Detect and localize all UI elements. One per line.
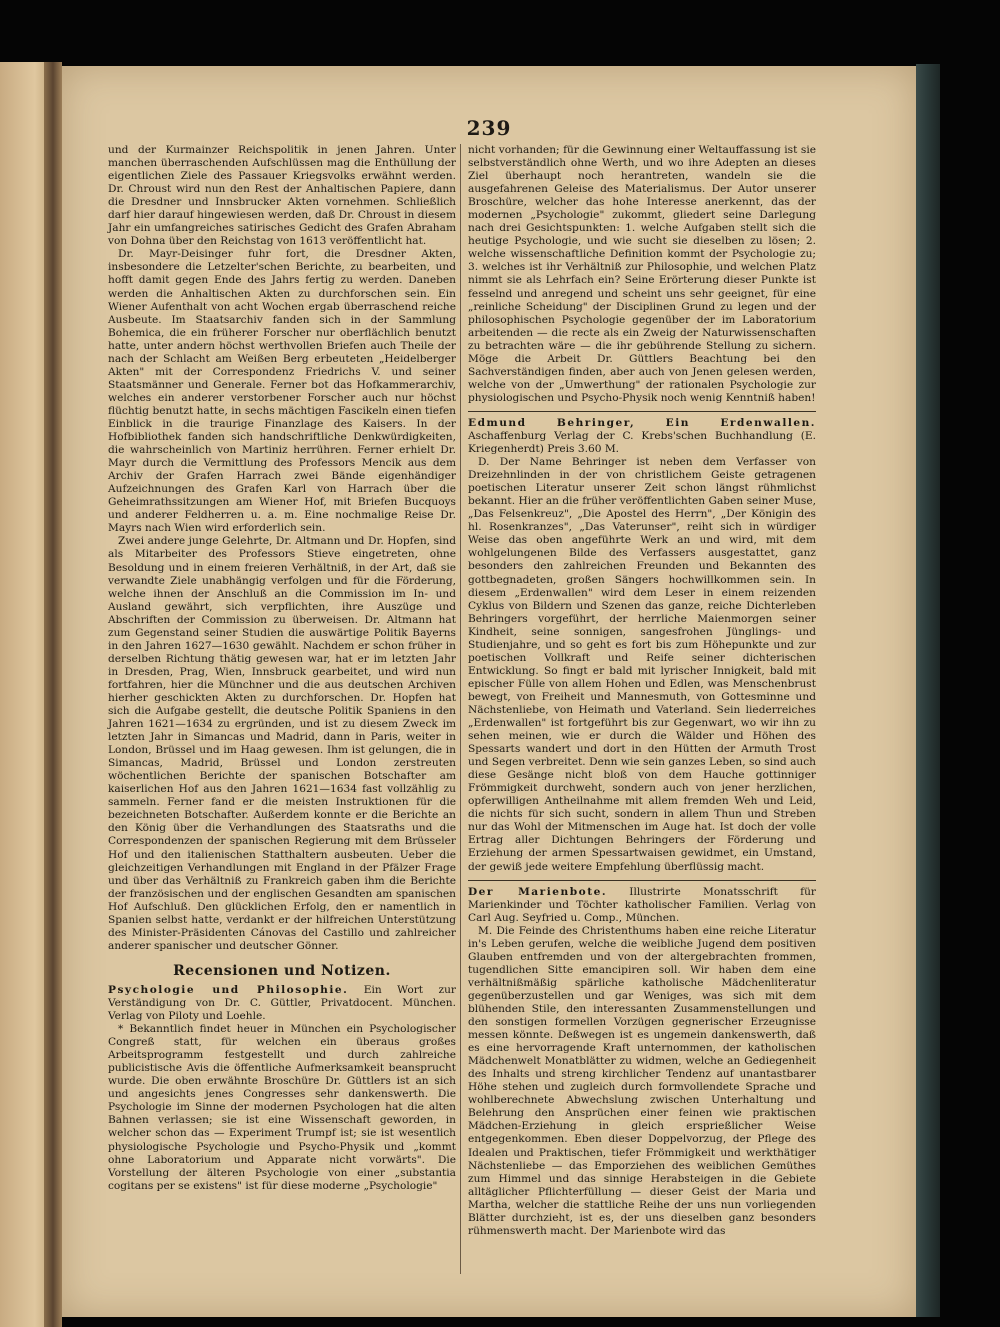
review-body: * Bekanntlich findet heuer in München ein Psychologischer Congreß statt, für welchen ein überaus großes Arbeitsprogramm festgestellt und durch zahlreiche publicistische Avis die öffentliche Aufmerksamkeit beansprucht wurde. Die oben erwähnte Broschüre Dr. Güttlers ist an sich und angesichts jenes Congresses sehr dankenswerth. Die Psychologie im Sinne der modernen Psychologen hat die alten Bahnen verlassen; sie ist eine Wissenschaft geworden, in welcher schon das — Experiment Trumpf ist; sie ist wesentlich physiologische Psychologie und Psycho-Physik und „kommt ohne Laboratorium und Apparate nicht vorwärts". Die Vorstellung der älteren Psychologie von einer „substantia cogitans per se existens" ist für diese moderne „Psychologie" (108, 1023, 456, 1192)
paragraph: Dr. Mayr-Deisinger fuhr fort, die Dresdner Akten, insbesondere die Letzelter'schen Berichte, zu bearbeiten, und hofft damit gegen Ende des Jahrs fertig zu werden. Daneben werden die Anhaltischen Akten zu durchforschen sein. Ein Wiener Aufenthalt von acht Wochen ergab überraschend reiche Ausbeute. Im Staatsarchiv fanden sich in der Sammlung Bohemica, die ein früherer Forscher nur oberflächlich benutzt hatte, unter andern höchst werthvollen Briefen auch Theile der nach der Schlacht am Weißen Berg erbeuteten „Heidelberger Akten" mit der Correspondenz Friedrichs V. und seiner Staatsmänner und Generale. Ferner bot das Hofkammerarchiv, welches ein anderer verstorbener Forscher auch nur höchst flüchtig benutzt hatte, in sechs mächtigen Fascikeln einen tiefen Einblick in die traurige Finanzlage des Kaisers. In der Hofbibliothek fanden sich handschriftliche Denkwürdigkeiten, die wahrscheinlich von Martiniz herrühren. Ferner erhielt Dr. Mayr durch die Vermittlung des Professors Mencik aus dem Archiv der Grafen Harrach zwei Bände eigenhändiger Aufzeichnungen des Grafen Karl von Harrach über die Geheimrathssitzungen am Wiener Hof, mit Briefen Bucquoys und anderer Feldherren u. a. m. Eine nochmalige Reise Dr. Mayrs nach Wien wird erforderlich sein. (108, 248, 456, 535)
review-title: Psychologie und Philosophie. (108, 983, 349, 996)
review-publication-info: Ein Wort zur Verständigung von Dr. C. Güttler, Privatdocent. München. Verlag von Piloty und Loehle. (108, 983, 456, 1023)
review-title: Der Marienbote. (468, 885, 608, 898)
section-heading: Recensionen und Notizen. (173, 962, 391, 979)
review-body: D. Der Name Behringer ist neben dem Verfasser von Dreizehnlinden in der von christlichem Geiste getragenen poetischen Literatur unserer Zeit schon längst rühmlichst bekannt. Hier an die früher veröffentlichten Gaben seiner Muse, „Das Felsenkreuz", „Die Apostel des Herrn", „Der Königin des hl. Rosenkranzes", „Das Vaterunser", reiht sich in würdiger Weise das oben angeführte Werk an und wird, mit dem wohlgelungenen Bilde des Verfassers ausgestattet, ganz besonders den zahlreichen Freunden und Bekannten des gottbegnadeten, großen Sängers hochwillkommen sein. In diesem „Erdenwallen" wird dem Leser in einem reizenden Cyklus von Bildern und Szenen das ganze, reiche Dichterleben Behringers vorgeführt, der herrliche Maienmorgen seiner Kindheit, seine sonnigen, sangesfrohen Jünglings- und Studienjahre, und so geht es fort bis zum Höhepunkte und zur poetischen Vollkraft und Reife seiner dichterischen Entwicklung. So fingt er bald mit lyrischer Innigkeit, bald mit epischer Fülle von allem Hohen und Edlen, was Menschenbrust bewegt, von Freiheit und Mannesmuth, von Gottesminne und Nächstenliebe, von Heimath und Vaterland. Sein liederreiches „Erdenwallen" ist fortgeführt bis zur Gegenwart, wo wir ihn zu sehen meinen, wie er durch die Wälder und Höhen des Spessarts wandert und dort in den Hütten der Armuth Trost und Segen verbreitet. Denn wie sein ganzes Leben, so sind auch diese Gesänge nicht bloß von dem Hauche gottinniger Frömmigkeit durchweht, sondern auch von jener herzlichen, opferwilligen Antheilnahme mit allem fremden Weh und Leid, die nichts für sich sucht, sondern in allem Thun und Streben nur das Wohl der Mitmenschen im Auge hat. Ist doch der volle Ertrag aller Dichtungen Behringers der Förderung und Erziehung der armen Spessartwaisen gewidmet, ein Umstand, der gewiß jede weitere Empfehlung überflüssig macht. (468, 456, 816, 873)
entry-separator (468, 411, 816, 412)
paragraph: Zwei andere junge Gelehrte, Dr. Altmann und Dr. Hopfen, sind als Mitarbeiter des Professors Stieve eingetreten, ohne Besoldung und in einem freieren Verhältniß, in der Art, daß sie verwandte Ziele unabhängig verfolgen und für die Förderung, welche ihnen der Anschluß an die Commission im In- und Ausland gewährt, sich verpflichten, ihre Auszüge und Abschriften der Commission zu überweisen. Dr. Altmann hat zum Gegenstand seiner Studien die auswärtige Politik Bayerns in den Jahren 1627—1630 gewählt. Nachdem er schon früher in derselben Richtung thätig gewesen war, hat er im letzten Jahr in Dresden, Prag, Wien, Innsbruck gearbeitet, und wird nun fortfahren, hier die Münchner und die aus deutschen Archiven hierher geschickten Akten zu durchforschen. Dr. Hopfen hat sich die Aufgabe gestellt, die deutsche Politik Spaniens in den Jahren 1621—1634 zu ergründen, und ist zu diesem Zweck im letzten Jahr in Simancas und Madrid, dann in Paris, weiter in London, Brüssel und im Haag gewesen. Ihm ist gelungen, die in Simancas, Madrid, Brüssel und London zerstreuten wöchentlichen Berichte der spanischen Botschafter am kaiserlichen Hof aus den Jahren 1621—1634 fast vollzählig zu sammeln. Ferner fand er die meisten Instruktionen für die bezeichneten Botschafter. Außerdem konnte er die Berichte an den König über die Verhandlungen des Staatsraths und die Correspondenzen der spanischen Regierung mit dem Brüsseler Hof und den italienischen Statthaltern ausbeuten. Ueber die gleichzeitigen Verhandlungen mit England in der Pfälzer Frage und über das Verhältniß zu Frankreich gaben ihm die Berichte der französischen und der englischen Gesandten am spanischen Hof Aufschluß. Den glücklichen Erfolg, den er namentlich in Spanien selbst hatte, verdankt er der hilfreichen Unterstützung des Minister-Präsidenten Cánovas del Castillo und zahlreicher anderer spanischer und deutscher Gönner. (108, 535, 456, 952)
review-title: Edmund Behringer, Ein Erdenwallen. (468, 416, 816, 429)
review-body: M. Die Feinde des Christenthums haben eine reiche Literatur in's Leben gerufen, welche die weibliche Jugend dem positiven Glauben entfremden und von der altergebrachten frommen, tugendlichen Sitte emancipiren soll. Wir haben dem eine verhältnißmäßig spärliche katholische Mädchenliteratur gegenüberzustellen und gar Weniges, was sich mit dem blühenden Stile, den interessanten Zusammenstellungen und den sonstigen formellen Vorzügen gegnerischer Erzeugnisse messen könnte. Deßwegen ist es ungemein dankenswerth, daß es eine hervorragende Kraft unternommen, der katholischen Mädchenwelt Monatblätter zu widmen, welche an Gediegenheit des Inhalts und streng kirchlicher Tendenz auf unantastbarer Höhe stehen und zugleich durch formvollendete Sprache und wohlberechnete Abwechslung zwischen Unterhaltung und Belehrung den Ansprüchen einer feinen wie praktischen Mädchen-Erziehung in gleich ersprießlicher Weise entgegenkommen. Eben dieser Doppelvorzug, der Pflege des Idealen und Praktischen, tiefer Frömmigkeit und werkthätiger Nächstenliebe — das Emporziehen des weiblichen Gemüthes zum Himmel und das sinnige Herabsteigen in die Gebiete alltäglicher Pflichterfüllung — dieser Geist der Maria und Martha, welcher die stattliche Reihe der uns nun vorliegenden Blätter durchzieht, ist es, der uns dieselben ganz besonders rühmenswerth macht. Der Marienbote wird das (468, 924, 816, 1237)
review-body-continued: nicht vorhanden; für die Gewinnung einer Weltauffassung ist sie selbstverständlich ohne Werth, und wo ihre Adepten an dieses Ziel überhaupt noch herantreten, wandeln sie die ausgefahrenen Geleise des Materialismus. Der Autor unserer Broschüre, welcher das hohe Interesse anerkennt, das der modernen „Psychologie" zukommt, gliedert seine Darlegung nach drei Gesichtspunkten: 1. welche Aufgaben stellt sich die heutige Psychologie, und wie sucht sie dieselben zu lösen; 2. welche wissenschaftliche Definition kommt der Psychologie zu; 3. welches ist ihr Verhältniß zur Philosophie, und welchen Platz nimmt sie als Lehrfach ein? Seine Erörterung dieser Punkte ist fesselnd und anregend und scheint uns sehr geeignet, für eine „reinliche Scheidung" der Disciplinen Grund zu legen und der philosophischen Psychologie gegenüber der im Laboratorium arbeitenden — die recte als ein Zweig der Naturwissenschaften zu betrachten wäre — die ihr gebührende Stellung zu sichern. Möge die Arbeit Dr. Güttlers Beachtung bei den Sachverständigen finden, aber auch von Jenen gelesen werden, welche von der „Umwerthung" der rationalen Psychologie zur physiologischen und Psycho-Physik noch wenig Kenntniß haben! (468, 144, 816, 404)
paragraph: und der Kurmainzer Reichspolitik in jenen Jahren. Unter manchen überraschenden Aufschlüssen mag die Enthüllung der eigentlichen Ziele des Passauer Kriegsvolks erwähnt werden. Dr. Chroust wird nun den Rest der Anhaltischen Papiere, dann die Dresdner und Innsbrucker Akten vornehmen. Schließlich darf hier darauf hingewiesen werden, daß Dr. Chroust in diesem Jahr ein umfangreiches satirisches Gedicht des Grafen Abraham von Dohna über den Reichstag von 1613 veröffentlicht hat. (108, 144, 456, 248)
book-page (62, 66, 916, 1317)
book-cover-edge (916, 64, 940, 1317)
right-column (468, 144, 816, 1238)
left-column (108, 144, 456, 1193)
entry-separator (468, 880, 816, 881)
review-header (108, 984, 456, 1023)
column-divider (460, 144, 461, 1274)
review-publication-info: Illustrirte Monatsschrift für Marienkinder und Töchter katholischer Familien. Verlag von Carl Aug. Seyfried u. Comp., München. (468, 885, 816, 924)
review-header (468, 886, 816, 925)
book-gutter (44, 62, 62, 1327)
page-number: 239 (466, 116, 512, 140)
review-header (468, 417, 816, 456)
review-publication-info: Aschaffenburg Verlag der C. Krebs'schen Buchhandlung (E. Kriegenherdt) Preis 3.60 M. (468, 429, 816, 456)
